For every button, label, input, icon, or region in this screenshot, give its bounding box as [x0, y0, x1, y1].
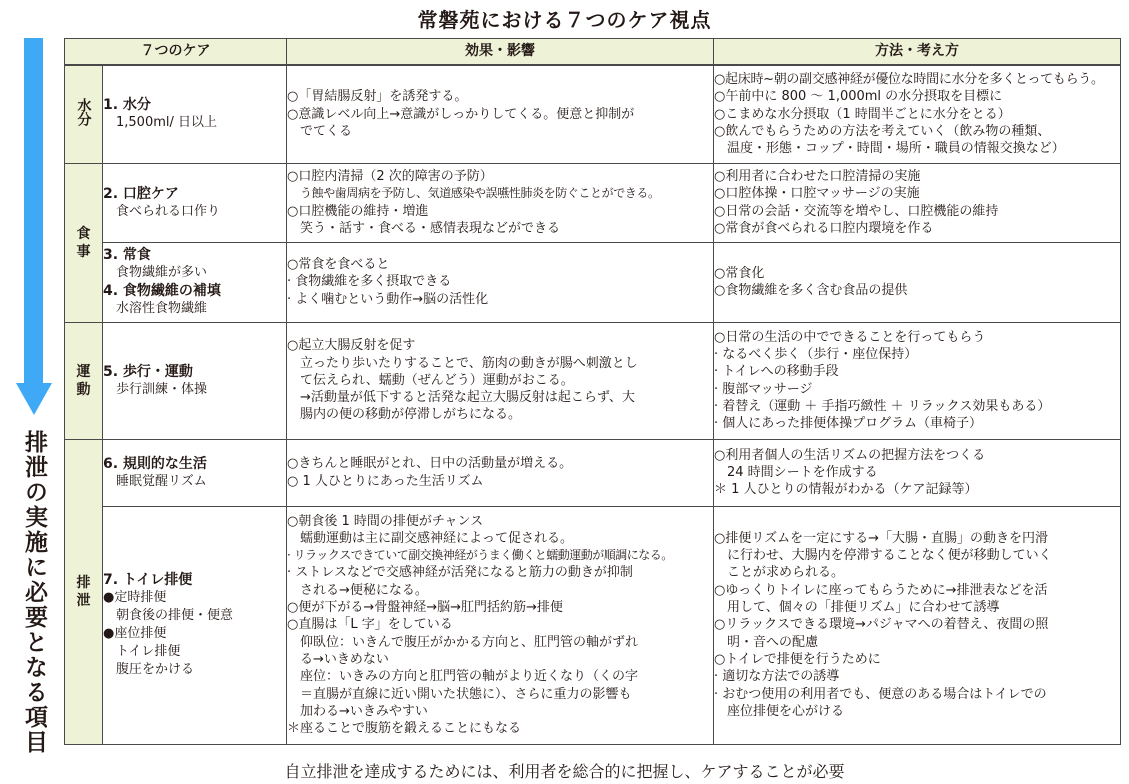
method-line: 24 時間シートを作成する — [727, 464, 878, 480]
care-sub: ●定時排便 — [103, 590, 167, 605]
method-line: · おむつ使用の利用者でも、便意のある場合はトイレでの — [714, 686, 1047, 702]
effect-line: ＝直腸が直線に近い開いた状態に）、さらに重力の影響も — [300, 686, 632, 702]
method-line: に行わせ、大腸内を停滞することなく便が移動していく — [727, 548, 1052, 564]
effect-line: · ストレスなどで交感神経が活発になると筋力の動きが抑制 — [287, 565, 633, 581]
category-water — [65, 65, 103, 163]
care-sub: 1,500ml/ 日以上 — [116, 115, 218, 131]
method-line: ○飲んでもらうための方法を考えていく（飲み物の種類、 — [714, 123, 1051, 139]
method-line: ○トイレで排便を行うために — [714, 651, 881, 667]
effect-cell — [287, 65, 714, 163]
effect-line: ○便が下がる→骨盤神経→脳→肛門括約筋→排便 — [287, 600, 563, 616]
effect-line: ○きちんと睡眠がとれ、日中の活動量が増える。 — [287, 456, 573, 472]
effect-line: ○直腸は「L 字」をしている — [287, 617, 453, 633]
effect-line: ○口腔機能の維持・増進 — [287, 203, 429, 219]
effect-line: される→便秘になる。 — [300, 582, 428, 598]
category-exercise — [65, 322, 103, 439]
method-line: 明・音への配慮 — [727, 634, 819, 650]
table-header-row — [65, 39, 1121, 66]
effect-line: ○意識レベル向上→意識がしっかりしてくる。便意と抑制が — [287, 106, 635, 122]
header-care: ７つのケア — [65, 39, 287, 66]
category-label: 排 — [76, 574, 91, 591]
effect-line: 笑う・話す・食べる・感情表現などができる — [300, 220, 561, 236]
method-line: · トイレへの移動手段 — [714, 364, 839, 380]
method-line: · 個人にあった排便体操プログラム（車椅子） — [714, 416, 983, 432]
effect-line: ○ 1 人ひとりにあった生活リズム — [287, 473, 484, 489]
side-label: 排泄の実施に必要となる項目 — [21, 430, 47, 755]
category-label: 動 — [76, 381, 91, 398]
method-line: ○利用者個人の生活リズムの把握方法をつくる — [714, 447, 986, 463]
method-cell — [714, 242, 1121, 322]
effect-cell — [287, 506, 714, 744]
method-line: ○午前中に 800 ～ 1,000ml の水分摂取を目標に — [714, 89, 1003, 105]
table-row — [65, 439, 1121, 506]
care-sub: ●座位排便 — [103, 626, 167, 641]
method-cell — [714, 439, 1121, 506]
category-label: 運 — [76, 363, 91, 380]
down-arrow-icon — [14, 38, 54, 418]
page-title: 常磐苑における７つのケア視点 — [417, 8, 712, 32]
effect-line: う蝕や歯周病を予防し、気道感染や誤嚥性肺炎を防ぐことができる。 — [300, 186, 660, 201]
method-line: ○排便リズムを一定にする→「大腸・直腸」の動きを円滑 — [714, 530, 1048, 546]
effect-cell — [287, 163, 714, 242]
method-line: · 腹部マッサージ — [714, 381, 813, 397]
method-line: · 適切な方法での誘導 — [714, 669, 840, 685]
care-sub: 腹圧をかける — [116, 662, 195, 677]
care-cell — [103, 322, 287, 439]
method-line: 座位排便を心がける — [727, 703, 845, 719]
table-row — [65, 163, 1121, 242]
method-line: ＊ 1 人ひとりの情報がわかる（ケア記録等） — [714, 482, 978, 498]
effect-line: 加わる→いきみやすい — [300, 703, 428, 719]
care-cell — [103, 242, 287, 322]
category-excretion — [65, 439, 103, 744]
effect-line: · リラックスできていて副交換神経がうまく働くと蠕動運動が順調になる。 — [287, 548, 673, 563]
method-line: ○ゆっくりトイレに座ってもらうために→排泄表などを活 — [714, 582, 1048, 598]
effect-cell — [287, 242, 714, 322]
method-line: ○口腔体操・口腔マッサージの実施 — [714, 186, 920, 202]
category-label: 食 — [76, 225, 91, 242]
effect-line: · よく噛むという動作→脳の活性化 — [287, 291, 489, 307]
method-line: ○こまめな水分摂取（1 時間半ごとに水分をとる） — [714, 106, 1011, 122]
method-line: 用して、個々の「排便リズム」に合わせて誘導 — [727, 600, 1000, 616]
table-row — [65, 242, 1121, 322]
care-sub: トイレ排便 — [116, 644, 181, 659]
method-cell — [714, 322, 1121, 439]
method-cell — [714, 65, 1121, 163]
care-sub: 朝食後の排便・便意 — [116, 608, 234, 623]
care-title: 6. 規則的な生活 — [103, 455, 207, 472]
effect-line: 立ったり歩いたりすることで、筋肉の動きが腸へ刺激とし — [300, 355, 638, 371]
care-sub: 睡眠覚醒リズム — [116, 473, 207, 489]
effect-line: る→いきめない — [300, 651, 389, 667]
care-sub: 歩行訓練・体操 — [116, 381, 208, 397]
method-line: · 着替え（運動 ＋ 手指巧緻性 ＋ リラックス効果もある） — [714, 398, 1051, 414]
table-row — [65, 506, 1121, 744]
care-cell — [103, 163, 287, 242]
method-line: ○日常の生活の中でできることを行ってもらう — [714, 329, 986, 345]
effect-line: ○「胃結腸反射」を誘発する。 — [287, 89, 468, 105]
care-title: 5. 歩行・運動 — [103, 363, 193, 380]
method-cell — [714, 506, 1121, 744]
effect-cell — [287, 439, 714, 506]
care-cell — [103, 65, 287, 163]
method-line: ○利用者に合わせた口腔清掃の実施 — [714, 168, 921, 184]
method-line: ○リラックスできる環境→パジャマへの着替え、夜間の照 — [714, 617, 1049, 633]
effect-line: ○口腔内清掃（2 次的障害の予防） — [287, 168, 493, 184]
effect-line: ○朝食後 1 時間の排便がチャンス — [287, 513, 484, 529]
care-table — [64, 38, 1121, 745]
effect-line: →活動量が低下すると活発な起立大腸反射は起こらず、大 — [300, 390, 635, 406]
effect-line: て伝えられ、蠕動（ぜんどう）運動がおこる。 — [300, 372, 574, 388]
effect-line: ○常食を食べると — [287, 257, 390, 273]
method-line: ○起床時~朝の副交感神経が優位な時間に水分を多くとってもらう。 — [714, 72, 1104, 87]
care-title: 4. 食物繊維の補填 — [103, 283, 221, 299]
category-meal — [65, 163, 103, 322]
effect-cell — [287, 322, 714, 439]
care-cell — [103, 439, 287, 506]
effect-line: ＊座ることで腹筋を鍛えることにもなる — [287, 721, 522, 737]
effect-line: · 食物繊維を多く摂取できる — [287, 274, 452, 290]
effect-line: 座位：いきみの方向と肛門管の軸がより近くなり（くの字 — [300, 669, 639, 685]
care-sub: 食べられる口作り — [116, 203, 221, 219]
header-method: 方法・考え方 — [714, 39, 1121, 66]
method-line: · なるべく歩く（歩行・座位保持） — [714, 346, 918, 362]
care-cell — [103, 506, 287, 744]
method-line: ことが求められる。 — [727, 565, 845, 581]
effect-line: 蠕動運動は主に副交感神経によって促される。 — [300, 530, 574, 546]
care-title: 2. 口腔ケア — [103, 185, 179, 202]
effect-line: 仰臥位：いきんで腹圧がかかる方向と、肛門管の軸がずれ — [300, 634, 639, 650]
category-label: 水分 — [75, 97, 92, 126]
method-line: 温度・形態・コップ・時間・場所・職員の情報交換など） — [727, 141, 1065, 157]
effect-line: ○起立大腸反射を促す — [287, 338, 416, 354]
method-line: ○常食が食べられる口腔内環境を作る — [714, 220, 934, 236]
header-effect: 効果・影響 — [287, 39, 714, 66]
method-line: ○食物繊維を多く含む食品の提供 — [714, 283, 908, 298]
table-row — [65, 322, 1121, 439]
care-sub: 食物繊維が多い — [116, 265, 208, 280]
category-label: 事 — [76, 243, 91, 260]
table-row — [65, 65, 1121, 163]
method-line: ○常食化 — [714, 265, 765, 281]
effect-line: 腸内の便の移動が停滞しがちになる。 — [300, 407, 522, 423]
care-title: 1. 水分 — [103, 97, 151, 114]
care-sub: 水溶性食物繊維 — [116, 301, 208, 316]
method-cell — [714, 163, 1121, 242]
effect-line: でてくる — [300, 123, 353, 139]
category-label: 泄 — [76, 592, 91, 609]
footer-caption: 自立排泄を達成するためには、利用者を総合的に把握し、ケアすることが必要 — [284, 762, 845, 781]
care-title: 3. 常食 — [103, 247, 151, 263]
care-title: 7. トイレ排便 — [103, 572, 193, 588]
method-line: ○日常の会話・交流等を増やし、口腔機能の維持 — [714, 203, 999, 219]
